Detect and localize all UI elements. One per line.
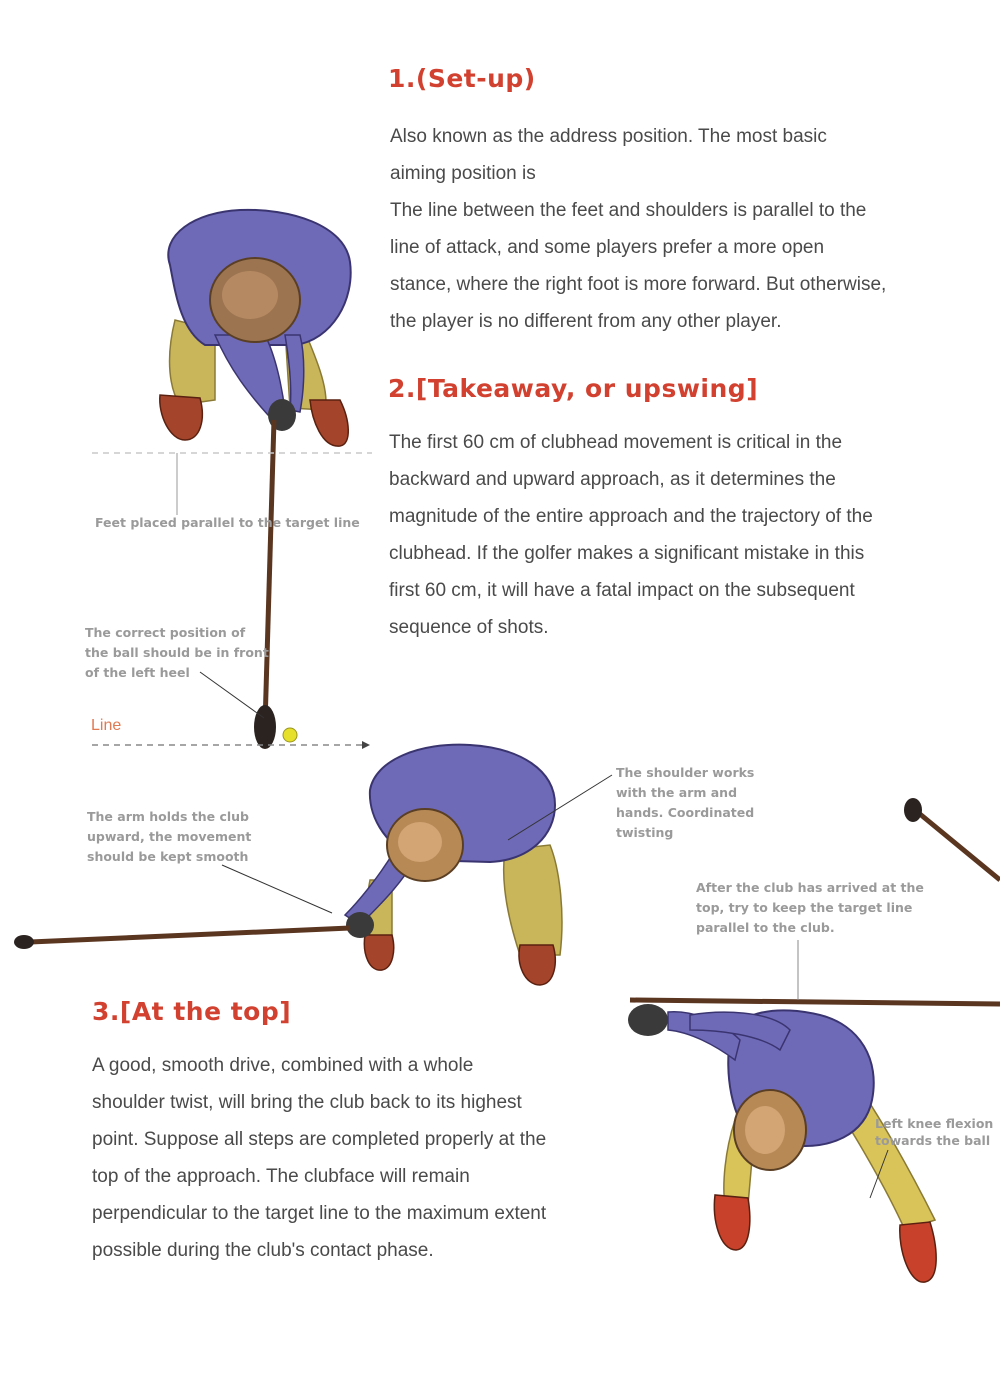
takeaway-line: clubhead. If the golfer makes a significant mistake in this <box>389 543 865 564</box>
setup-line: The line between the feet and shoulders is parallel to the <box>390 200 867 221</box>
after-club-callout <box>696 878 924 938</box>
callout-line: The shoulder works <box>616 765 755 780</box>
callout-line: top, try to keep the target line <box>696 900 913 915</box>
takeaway-line: backward and upward approach, as it determines the <box>389 469 836 490</box>
setup-line: the player is no different from any other player. <box>390 311 782 332</box>
callout-line: should be kept smooth <box>87 849 249 864</box>
top-heading: 3.[At the top] <box>92 997 292 1026</box>
callout-line: The correct position of <box>85 625 246 640</box>
setup-line: aiming position is <box>390 163 536 184</box>
callout-line: The arm holds the club <box>87 809 249 824</box>
takeaway-line: sequence of shots. <box>389 617 549 638</box>
target-line-label: Line <box>91 717 122 734</box>
callout-line: upward, the movement <box>87 829 252 844</box>
callout-line: Left knee flexion <box>875 1116 994 1131</box>
callout-line: of the left heel <box>85 665 190 680</box>
top-golfer-illustration <box>628 798 1000 1282</box>
takeaway-line: magnitude of the entire approach and the trajectory of the <box>389 506 873 527</box>
target-arrow-head <box>362 741 370 749</box>
top-line: possible during the club's contact phase. <box>92 1240 434 1261</box>
top-paragraph <box>92 1047 546 1269</box>
setup-line: line of attack, and some players prefer a more open <box>390 237 825 258</box>
takeaway-line: The first 60 cm of clubhead movement is critical in the <box>389 432 843 453</box>
callout-line: with the arm and <box>616 785 738 800</box>
setup-line: Also known as the address position. The most basic <box>390 126 827 147</box>
callout-line: towards the ball <box>875 1133 991 1148</box>
takeaway-paragraph <box>389 424 873 646</box>
top-line: top of the approach. The clubface will remain <box>92 1166 470 1187</box>
top-line: point. Suppose all steps are completed properly at the <box>92 1129 547 1150</box>
ball-position-callout <box>85 623 269 683</box>
feet-parallel-callout <box>95 513 360 533</box>
callout-line: After the club has arrived at the <box>696 880 924 895</box>
arm-leader-line <box>222 865 332 913</box>
callout-line: hands. Coordinated <box>616 805 755 820</box>
callout-line: Feet placed parallel to the target line <box>95 515 360 530</box>
setup-heading: 1.(Set-up) <box>388 64 536 93</box>
shoulder-works-callout <box>616 763 754 843</box>
callout-line: parallel to the club. <box>696 920 835 935</box>
setup-paragraph <box>390 118 886 340</box>
left-knee-callout <box>875 1115 993 1149</box>
callout-line: the ball should be in front <box>85 645 269 660</box>
setup-line: stance, where the right foot is more forward. But otherwise, <box>390 274 887 295</box>
top-line: A good, smooth drive, combined with a whole <box>92 1055 474 1076</box>
callout-line: twisting <box>616 825 674 840</box>
top-line: perpendicular to the target line to the maximum extent <box>92 1203 547 1224</box>
takeaway-heading: 2.[Takeaway, or upswing] <box>388 374 759 403</box>
takeaway-line: first 60 cm, it will have a fatal impact on the subsequent <box>389 580 855 601</box>
arm-holds-callout <box>87 807 251 867</box>
top-line: shoulder twist, will bring the club back to its highest <box>92 1092 522 1113</box>
